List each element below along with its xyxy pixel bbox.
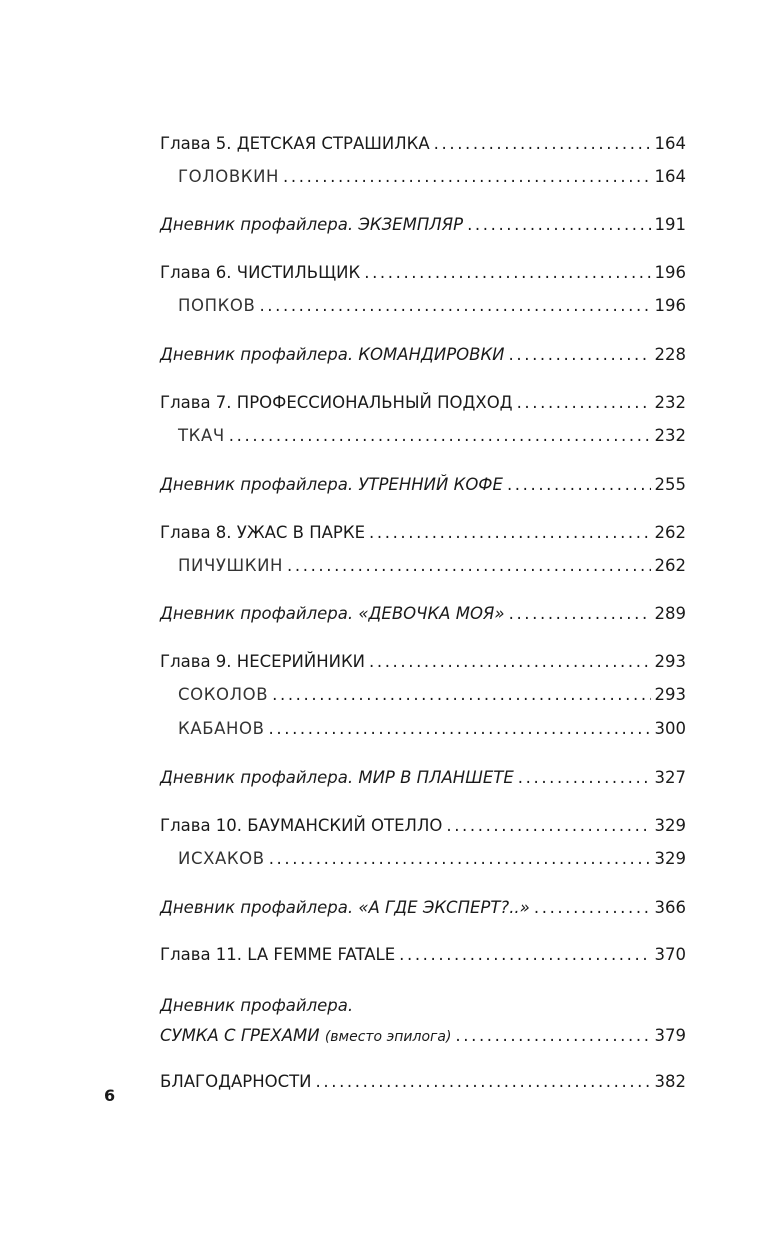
toc-chapter-entry: [160, 651, 686, 673]
entry-title: Глава 11. LA FEMME FATALE: [160, 945, 396, 964]
entry-title: Дневник профайлера. ЭКЗЕМПЛЯР: [160, 215, 464, 234]
dot-leader: [518, 767, 651, 789]
entry-title: Дневник профайлера. «А ГДЕ ЭКСПЕРТ?..»: [160, 898, 530, 917]
entry-title: СОКОЛОВ: [178, 685, 269, 704]
dot-leader: [455, 1025, 650, 1047]
entry-title: Глава 9. НЕСЕРИЙНИКИ: [160, 652, 366, 671]
toc-chapter-entry: [160, 133, 686, 155]
entry-title: Глава 7. ПРОФЕССИОНАЛЬНЫЙ ПОДХОД: [160, 393, 513, 412]
page-number: 6: [104, 1086, 116, 1105]
toc-section-entry: [160, 555, 686, 577]
toc-section-entry: [160, 684, 686, 706]
entry-title: Глава 5. ДЕТСКАЯ СТРАШИЛКА: [160, 134, 430, 153]
toc-chapter-entry: [160, 522, 686, 544]
entry-page-number: 379: [654, 1026, 686, 1045]
toc-diary-entry: [160, 474, 686, 496]
dot-leader: [272, 684, 650, 706]
dot-leader: [467, 214, 650, 236]
dot-leader: [369, 651, 650, 673]
dot-leader: [287, 555, 650, 577]
entry-page-number: 262: [654, 556, 686, 575]
entry-title: БЛАГОДАРНОСТИ: [160, 1072, 312, 1091]
entry-title: Глава 8. УЖАС В ПАРКЕ: [160, 523, 366, 542]
entry-page-number: 382: [654, 1072, 686, 1091]
entry-title: Дневник профайлера. КОМАНДИРОВКИ: [160, 345, 505, 364]
dot-leader: [446, 815, 650, 837]
entry-page-number: 232: [654, 393, 686, 412]
toc-epilogue-entry: [160, 1025, 686, 1048]
dot-leader: [283, 166, 650, 188]
dot-leader: [259, 295, 650, 317]
dot-leader: [399, 944, 650, 966]
entry-title: ПИЧУШКИН: [178, 556, 284, 575]
toc-diary-entry: [160, 344, 686, 366]
dot-leader: [434, 133, 651, 155]
entry-page-number: 228: [654, 345, 686, 364]
entry-page-number: 289: [654, 604, 686, 623]
toc-diary-entry: [160, 214, 686, 236]
entry-title: КАБАНОВ: [178, 719, 265, 738]
dot-leader: [517, 392, 651, 414]
epilogue-title: СУМКА С ГРЕХАМИ: [160, 1026, 320, 1045]
entry-page-number: 164: [654, 134, 686, 153]
epilogue-note: (вместо эпилога): [324, 1029, 452, 1045]
entry-title: Дневник профайлера. МИР В ПЛАНШЕТЕ: [160, 768, 514, 787]
epilogue-prefix: Дневник профайлера.: [160, 996, 354, 1015]
entry-page-number: 196: [654, 263, 686, 282]
entry-page-number: 293: [654, 652, 686, 671]
entry-title: ИСХАКОВ: [178, 849, 265, 868]
entry-title: Глава 10. БАУМАНСКИЙ ОТЕЛЛО: [160, 816, 443, 835]
entry-title: Дневник профайлера. УТРЕННИЙ КОФЕ: [160, 475, 503, 494]
entry-page-number: 232: [654, 426, 686, 445]
entry-page-number: 329: [654, 849, 686, 868]
entry-page-number: 300: [654, 719, 686, 738]
toc-section-entry: [160, 848, 686, 870]
dot-leader: [269, 718, 651, 740]
entry-title: ПОПКОВ: [178, 296, 256, 315]
dot-leader: [509, 344, 651, 366]
entry-page-number: 191: [654, 215, 686, 234]
toc-chapter-entry: [160, 944, 686, 966]
toc-acknowledgements-entry: [160, 1071, 686, 1093]
toc-diary-entry: [160, 897, 686, 919]
toc-diary-entry: [160, 767, 686, 789]
dot-leader: [269, 848, 651, 870]
entry-title: ТКАЧ: [178, 426, 225, 445]
toc-chapter-entry: [160, 815, 686, 837]
toc-section-entry: [160, 718, 686, 740]
toc-section-entry: [160, 166, 686, 188]
dot-leader: [364, 262, 650, 284]
entry-page-number: 293: [654, 685, 686, 704]
dot-leader: [509, 603, 651, 625]
entry-page-number: 327: [654, 768, 686, 787]
entry-page-number: 370: [654, 945, 686, 964]
entry-title: Глава 6. ЧИСТИЛЬЩИК: [160, 263, 361, 282]
toc-section-entry: [160, 425, 686, 447]
entry-page-number: 329: [654, 816, 686, 835]
toc-section-entry: [160, 295, 686, 317]
entry-title: ГОЛОВКИН: [178, 167, 280, 186]
toc-chapter-entry: [160, 392, 686, 414]
entry-page-number: 366: [654, 898, 686, 917]
dot-leader: [369, 522, 650, 544]
toc-chapter-entry: [160, 262, 686, 284]
toc-diary-entry: [160, 603, 686, 625]
dot-leader: [229, 425, 651, 447]
entry-page-number: 164: [654, 167, 686, 186]
entry-title: [160, 1025, 451, 1048]
entry-page-number: 196: [654, 296, 686, 315]
dot-leader: [507, 474, 651, 496]
entry-page-number: 255: [654, 475, 686, 494]
dot-leader: [316, 1071, 651, 1093]
entry-title: Дневник профайлера. «ДЕВОЧКА МОЯ»: [160, 604, 505, 623]
entry-page-number: 262: [654, 523, 686, 542]
dot-leader: [534, 897, 651, 919]
